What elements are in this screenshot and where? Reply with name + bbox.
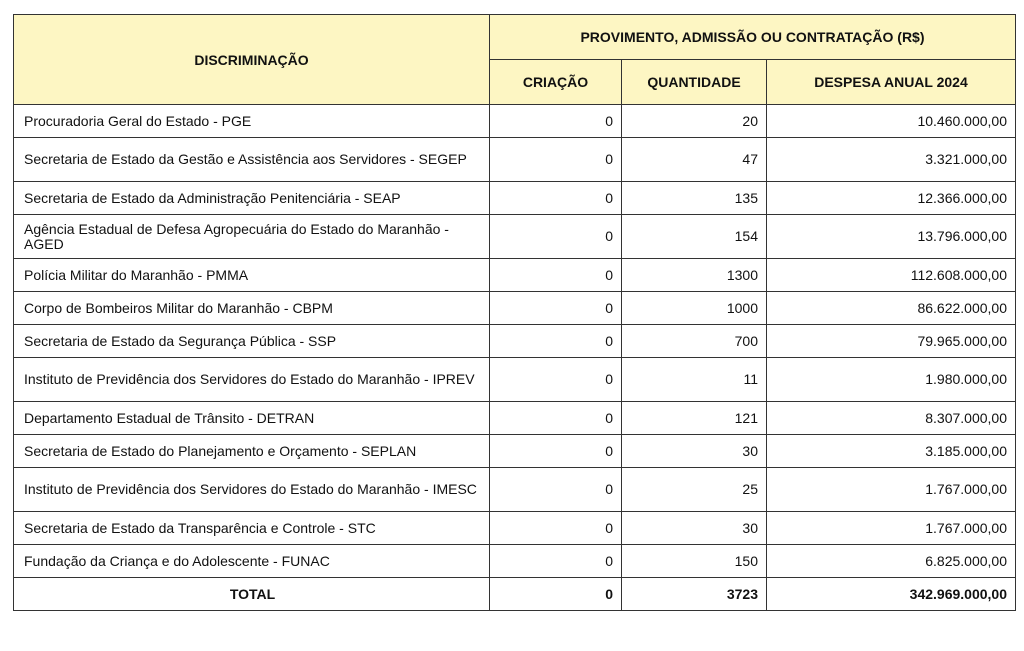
row-quantidade: 135 — [622, 182, 767, 215]
row-name: Departamento Estadual de Trânsito - DETRAN — [14, 402, 490, 435]
row-criacao: 0 — [490, 512, 622, 545]
row-quantidade: 11 — [622, 358, 767, 402]
row-despesa: 8.307.000,00 — [767, 402, 1016, 435]
row-despesa: 1.980.000,00 — [767, 358, 1016, 402]
row-name: Fundação da Criança e do Adolescente - FUNAC — [14, 545, 490, 578]
row-name: Secretaria de Estado da Transparência e Controle - STC — [14, 512, 490, 545]
row-quantidade: 20 — [622, 105, 767, 138]
row-name: Corpo de Bombeiros Militar do Maranhão - CBPM — [14, 292, 490, 325]
total-despesa: 342.969.000,00 — [767, 578, 1016, 611]
row-despesa: 13.796.000,00 — [767, 215, 1016, 259]
total-criacao: 0 — [490, 578, 622, 611]
row-name: Secretaria de Estado da Segurança Pública - SSP — [14, 325, 490, 358]
row-criacao: 0 — [490, 435, 622, 468]
row-criacao: 0 — [490, 402, 622, 435]
row-quantidade: 1000 — [622, 292, 767, 325]
header-despesa: DESPESA ANUAL 2024 — [767, 60, 1016, 105]
row-despesa: 12.366.000,00 — [767, 182, 1016, 215]
table-row — [14, 292, 1016, 325]
row-quantidade: 700 — [622, 325, 767, 358]
row-quantidade: 154 — [622, 215, 767, 259]
table-row — [14, 105, 1016, 138]
row-name: Instituto de Previdência dos Servidores do Estado do Maranhão - IPREV — [14, 358, 490, 402]
total-label: TOTAL — [14, 578, 490, 611]
row-despesa: 3.185.000,00 — [767, 435, 1016, 468]
row-criacao: 0 — [490, 545, 622, 578]
row-despesa: 1.767.000,00 — [767, 512, 1016, 545]
row-criacao: 0 — [490, 259, 622, 292]
row-despesa: 3.321.000,00 — [767, 138, 1016, 182]
table-row — [14, 402, 1016, 435]
table-row — [14, 512, 1016, 545]
row-despesa: 79.965.000,00 — [767, 325, 1016, 358]
header-group-provimento: PROVIMENTO, ADMISSÃO OU CONTRATAÇÃO (R$) — [490, 15, 1016, 60]
table-row — [14, 259, 1016, 292]
table-row — [14, 435, 1016, 468]
row-despesa: 6.825.000,00 — [767, 545, 1016, 578]
budget-table — [13, 14, 1016, 611]
row-quantidade: 25 — [622, 468, 767, 512]
row-name: Secretaria de Estado da Administração Penitenciária - SEAP — [14, 182, 490, 215]
row-criacao: 0 — [490, 138, 622, 182]
table-row — [14, 468, 1016, 512]
row-quantidade: 150 — [622, 545, 767, 578]
row-despesa: 1.767.000,00 — [767, 468, 1016, 512]
row-name: Polícia Militar do Maranhão - PMMA — [14, 259, 490, 292]
row-criacao: 0 — [490, 215, 622, 259]
row-quantidade: 47 — [622, 138, 767, 182]
row-despesa: 112.608.000,00 — [767, 259, 1016, 292]
table-row — [14, 325, 1016, 358]
header-discriminacao: DISCRIMINAÇÃO — [14, 15, 490, 105]
row-quantidade: 1300 — [622, 259, 767, 292]
row-criacao: 0 — [490, 182, 622, 215]
row-despesa: 86.622.000,00 — [767, 292, 1016, 325]
row-name: Instituto de Previdência dos Servidores do Estado do Maranhão - IMESC — [14, 468, 490, 512]
table-row — [14, 545, 1016, 578]
header-criacao: CRIAÇÃO — [490, 60, 622, 105]
row-quantidade: 30 — [622, 435, 767, 468]
row-criacao: 0 — [490, 105, 622, 138]
row-quantidade: 30 — [622, 512, 767, 545]
document-table-container — [13, 14, 1016, 611]
row-name: Agência Estadual de Defesa Agropecuária do Estado do Maranhão - AGED — [14, 215, 490, 259]
row-criacao: 0 — [490, 325, 622, 358]
table-row — [14, 138, 1016, 182]
table-row — [14, 358, 1016, 402]
row-quantidade: 121 — [622, 402, 767, 435]
row-name: Procuradoria Geral do Estado - PGE — [14, 105, 490, 138]
table-row — [14, 215, 1016, 259]
row-criacao: 0 — [490, 468, 622, 512]
total-row — [14, 578, 1016, 611]
header-quantidade: QUANTIDADE — [622, 60, 767, 105]
total-quantidade: 3723 — [622, 578, 767, 611]
row-despesa: 10.460.000,00 — [767, 105, 1016, 138]
row-criacao: 0 — [490, 292, 622, 325]
table-row — [14, 182, 1016, 215]
row-name: Secretaria de Estado da Gestão e Assistência aos Servidores - SEGEP — [14, 138, 490, 182]
row-name: Secretaria de Estado do Planejamento e Orçamento - SEPLAN — [14, 435, 490, 468]
row-criacao: 0 — [490, 358, 622, 402]
